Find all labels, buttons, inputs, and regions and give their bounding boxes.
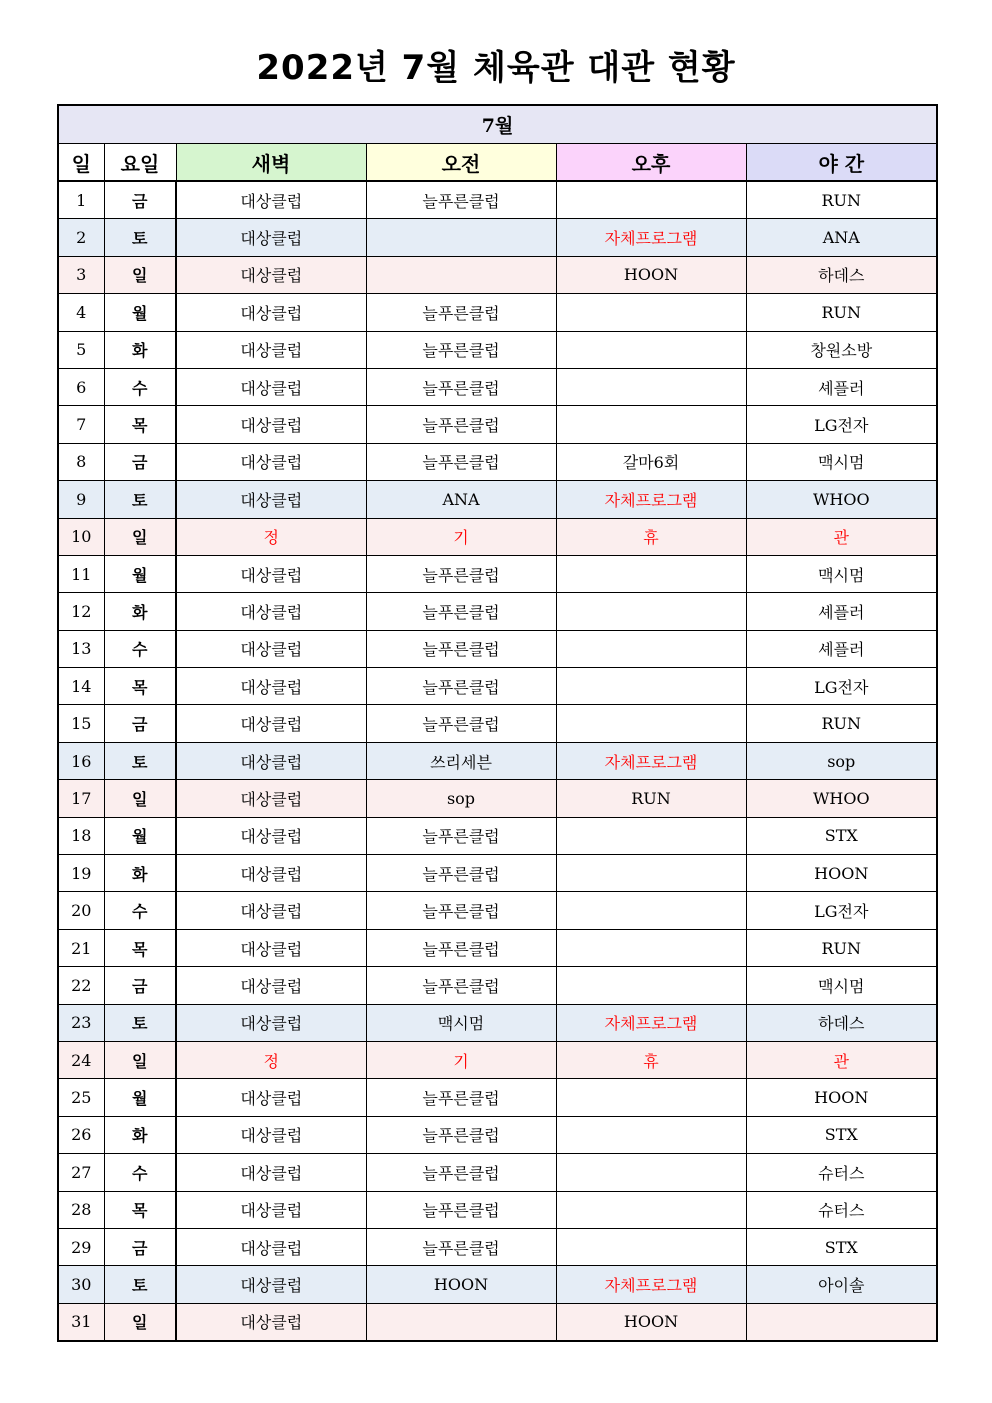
cell-night: STX <box>746 817 937 854</box>
cell-day-of-week: 목 <box>104 1191 176 1228</box>
cell-day-of-week: 금 <box>104 1228 176 1265</box>
cell-afternoon: HOON <box>556 1303 746 1341</box>
cell-day: 26 <box>58 1116 104 1153</box>
cell-dawn: 대상클럽 <box>176 1303 366 1341</box>
cell-day-of-week: 월 <box>104 294 176 331</box>
cell-day-of-week: 수 <box>104 1154 176 1191</box>
cell-morning: 기 <box>366 1041 556 1078</box>
cell-morning: 늘푸른클럽 <box>366 406 556 443</box>
cell-night: 슈터스 <box>746 1154 937 1191</box>
cell-dawn: 대상클럽 <box>176 892 366 929</box>
cell-day: 25 <box>58 1079 104 1116</box>
cell-morning: 늘푸른클럽 <box>366 630 556 667</box>
cell-night: HOON <box>746 855 937 892</box>
month-row <box>58 105 937 144</box>
cell-night: 하데스 <box>746 1004 937 1041</box>
cell-afternoon <box>556 967 746 1004</box>
cell-day-of-week: 일 <box>104 1303 176 1341</box>
cell-day: 5 <box>58 331 104 368</box>
cell-afternoon <box>556 929 746 966</box>
header-day-of-week: 요일 <box>104 144 176 182</box>
cell-night: 슈터스 <box>746 1191 937 1228</box>
cell-morning: 늘푸른클럽 <box>366 443 556 480</box>
table-row <box>58 1191 937 1228</box>
cell-day: 20 <box>58 892 104 929</box>
cell-day: 16 <box>58 742 104 779</box>
table-row <box>58 929 937 966</box>
cell-afternoon <box>556 331 746 368</box>
rental-schedule-table <box>57 104 938 1342</box>
cell-day-of-week: 목 <box>104 929 176 966</box>
cell-dawn: 대상클럽 <box>176 593 366 630</box>
cell-night: 창원소방 <box>746 331 937 368</box>
cell-day-of-week: 토 <box>104 1004 176 1041</box>
header-night: 야 간 <box>746 144 937 182</box>
cell-morning: 늘푸른클럽 <box>366 181 556 219</box>
cell-day: 11 <box>58 555 104 592</box>
cell-day: 29 <box>58 1228 104 1265</box>
table-row <box>58 256 937 293</box>
cell-morning: 맥시멈 <box>366 1004 556 1041</box>
cell-dawn: 대상클럽 <box>176 929 366 966</box>
cell-day-of-week: 토 <box>104 481 176 518</box>
cell-day-of-week: 토 <box>104 1266 176 1303</box>
cell-afternoon <box>556 294 746 331</box>
cell-morning <box>366 1303 556 1341</box>
table-row <box>58 331 937 368</box>
table-row <box>58 481 937 518</box>
table-row <box>58 742 937 779</box>
cell-night: RUN <box>746 294 937 331</box>
page-title: 2022년 7월 체육관 대관 현황 <box>256 48 736 88</box>
table-row <box>58 1041 937 1078</box>
cell-dawn: 대상클럽 <box>176 368 366 405</box>
cell-day-of-week: 토 <box>104 219 176 256</box>
cell-day: 7 <box>58 406 104 443</box>
cell-afternoon <box>556 892 746 929</box>
cell-afternoon: 자체프로그램 <box>556 742 746 779</box>
table-row <box>58 219 937 256</box>
cell-day-of-week: 수 <box>104 630 176 667</box>
cell-morning: 늘푸른클럽 <box>366 593 556 630</box>
cell-day: 31 <box>58 1303 104 1341</box>
cell-morning: 늘푸른클럽 <box>366 331 556 368</box>
cell-dawn: 대상클럽 <box>176 181 366 219</box>
cell-day: 4 <box>58 294 104 331</box>
table-row <box>58 817 937 854</box>
column-header-row <box>58 144 937 182</box>
cell-night: ANA <box>746 219 937 256</box>
cell-day: 22 <box>58 967 104 1004</box>
cell-night: 맥시멈 <box>746 555 937 592</box>
table-row <box>58 1303 937 1341</box>
cell-afternoon <box>556 668 746 705</box>
cell-night: LG전자 <box>746 406 937 443</box>
cell-day: 23 <box>58 1004 104 1041</box>
table-row <box>58 780 937 817</box>
cell-dawn: 대상클럽 <box>176 1228 366 1265</box>
cell-dawn: 대상클럽 <box>176 855 366 892</box>
cell-day-of-week: 금 <box>104 443 176 480</box>
cell-day: 12 <box>58 593 104 630</box>
cell-afternoon <box>556 1116 746 1153</box>
cell-night: LG전자 <box>746 668 937 705</box>
cell-day-of-week: 일 <box>104 256 176 293</box>
cell-night: RUN <box>746 181 937 219</box>
cell-night <box>746 1303 937 1341</box>
cell-afternoon <box>556 817 746 854</box>
cell-day-of-week: 월 <box>104 1079 176 1116</box>
cell-afternoon: 자체프로그램 <box>556 219 746 256</box>
cell-day-of-week: 금 <box>104 967 176 1004</box>
cell-afternoon <box>556 855 746 892</box>
cell-day-of-week: 일 <box>104 518 176 555</box>
cell-afternoon: HOON <box>556 256 746 293</box>
cell-morning: 쓰리세븐 <box>366 742 556 779</box>
table-row <box>58 443 937 480</box>
cell-morning: 늘푸른클럽 <box>366 1154 556 1191</box>
cell-afternoon <box>556 368 746 405</box>
cell-day: 9 <box>58 481 104 518</box>
cell-day: 13 <box>58 630 104 667</box>
table-row <box>58 1079 937 1116</box>
cell-night: RUN <box>746 929 937 966</box>
cell-night: STX <box>746 1228 937 1265</box>
cell-afternoon <box>556 593 746 630</box>
cell-morning: HOON <box>366 1266 556 1303</box>
cell-day: 30 <box>58 1266 104 1303</box>
header-afternoon: 오후 <box>556 144 746 182</box>
cell-morning: 늘푸른클럽 <box>366 967 556 1004</box>
cell-morning <box>366 219 556 256</box>
cell-morning: 늘푸른클럽 <box>366 1079 556 1116</box>
cell-afternoon: RUN <box>556 780 746 817</box>
cell-night: 아이솔 <box>746 1266 937 1303</box>
cell-morning: 늘푸른클럽 <box>366 1228 556 1265</box>
cell-day-of-week: 화 <box>104 593 176 630</box>
cell-day-of-week: 화 <box>104 1116 176 1153</box>
table-row <box>58 705 937 742</box>
cell-night: 관 <box>746 1041 937 1078</box>
cell-dawn: 대상클럽 <box>176 481 366 518</box>
cell-dawn: 대상클럽 <box>176 1154 366 1191</box>
cell-dawn: 대상클럽 <box>176 1004 366 1041</box>
cell-afternoon <box>556 181 746 219</box>
cell-afternoon <box>556 705 746 742</box>
cell-dawn: 대상클럽 <box>176 219 366 256</box>
cell-day: 28 <box>58 1191 104 1228</box>
table-row <box>58 855 937 892</box>
table-row <box>58 967 937 1004</box>
cell-dawn: 대상클럽 <box>176 630 366 667</box>
cell-day-of-week: 월 <box>104 817 176 854</box>
cell-morning: 늘푸른클럽 <box>366 855 556 892</box>
cell-dawn: 대상클럽 <box>176 443 366 480</box>
cell-day-of-week: 일 <box>104 780 176 817</box>
cell-day-of-week: 수 <box>104 892 176 929</box>
cell-night: 셰플러 <box>746 630 937 667</box>
table-row <box>58 294 937 331</box>
cell-night: STX <box>746 1116 937 1153</box>
cell-day-of-week: 목 <box>104 406 176 443</box>
cell-night: 셰플러 <box>746 593 937 630</box>
cell-night: WHOO <box>746 481 937 518</box>
cell-morning: 늘푸른클럽 <box>366 817 556 854</box>
cell-day: 24 <box>58 1041 104 1078</box>
cell-day: 15 <box>58 705 104 742</box>
table-row <box>58 1154 937 1191</box>
cell-night: 셰플러 <box>746 368 937 405</box>
table-row <box>58 593 937 630</box>
cell-day: 21 <box>58 929 104 966</box>
cell-night: 하데스 <box>746 256 937 293</box>
table-row <box>58 668 937 705</box>
cell-day: 2 <box>58 219 104 256</box>
cell-night: 맥시멈 <box>746 967 937 1004</box>
cell-afternoon <box>556 555 746 592</box>
cell-dawn: 대상클럽 <box>176 1116 366 1153</box>
cell-dawn: 대상클럽 <box>176 555 366 592</box>
cell-afternoon: 휴 <box>556 1041 746 1078</box>
cell-dawn: 대상클럽 <box>176 1079 366 1116</box>
cell-afternoon: 휴 <box>556 518 746 555</box>
table-row <box>58 555 937 592</box>
cell-morning: sop <box>366 780 556 817</box>
cell-day-of-week: 월 <box>104 555 176 592</box>
cell-day-of-week: 화 <box>104 855 176 892</box>
cell-morning: 늘푸른클럽 <box>366 892 556 929</box>
cell-morning: 늘푸른클럽 <box>366 368 556 405</box>
table-row <box>58 368 937 405</box>
cell-dawn: 대상클럽 <box>176 294 366 331</box>
cell-day: 14 <box>58 668 104 705</box>
cell-afternoon <box>556 1079 746 1116</box>
cell-afternoon: 자체프로그램 <box>556 1004 746 1041</box>
cell-afternoon <box>556 1191 746 1228</box>
cell-morning: 늘푸른클럽 <box>366 555 556 592</box>
cell-dawn: 대상클럽 <box>176 742 366 779</box>
cell-morning: 늘푸른클럽 <box>366 705 556 742</box>
cell-dawn: 대상클럽 <box>176 817 366 854</box>
cell-night: 관 <box>746 518 937 555</box>
cell-morning: ANA <box>366 481 556 518</box>
schedule-body <box>58 181 937 1341</box>
table-row <box>58 406 937 443</box>
table-row <box>58 1004 937 1041</box>
cell-day: 27 <box>58 1154 104 1191</box>
cell-day-of-week: 토 <box>104 742 176 779</box>
cell-morning: 늘푸른클럽 <box>366 1191 556 1228</box>
cell-dawn: 정 <box>176 1041 366 1078</box>
cell-morning: 늘푸른클럽 <box>366 1116 556 1153</box>
cell-afternoon: 갈마6회 <box>556 443 746 480</box>
table-row <box>58 1228 937 1265</box>
table-row <box>58 1116 937 1153</box>
header-dawn: 새벽 <box>176 144 366 182</box>
header-morning: 오전 <box>366 144 556 182</box>
cell-afternoon <box>556 1154 746 1191</box>
cell-day: 17 <box>58 780 104 817</box>
cell-day-of-week: 수 <box>104 368 176 405</box>
cell-dawn: 대상클럽 <box>176 256 366 293</box>
cell-day-of-week: 목 <box>104 668 176 705</box>
cell-dawn: 대상클럽 <box>176 668 366 705</box>
month-label: 7월 <box>58 105 937 144</box>
cell-dawn: 대상클럽 <box>176 967 366 1004</box>
cell-morning: 늘푸른클럽 <box>366 929 556 966</box>
cell-dawn: 대상클럽 <box>176 705 366 742</box>
cell-day: 3 <box>58 256 104 293</box>
cell-night: sop <box>746 742 937 779</box>
cell-afternoon: 자체프로그램 <box>556 481 746 518</box>
cell-day: 8 <box>58 443 104 480</box>
cell-day: 19 <box>58 855 104 892</box>
cell-day: 10 <box>58 518 104 555</box>
cell-day-of-week: 금 <box>104 705 176 742</box>
cell-night: WHOO <box>746 780 937 817</box>
cell-day: 6 <box>58 368 104 405</box>
cell-day-of-week: 금 <box>104 181 176 219</box>
cell-day: 1 <box>58 181 104 219</box>
cell-night: 맥시멈 <box>746 443 937 480</box>
cell-afternoon: 자체프로그램 <box>556 1266 746 1303</box>
table-row <box>58 181 937 219</box>
cell-dawn: 대상클럽 <box>176 1191 366 1228</box>
cell-afternoon <box>556 406 746 443</box>
table-row <box>58 1266 937 1303</box>
cell-dawn: 대상클럽 <box>176 780 366 817</box>
table-row <box>58 630 937 667</box>
cell-afternoon <box>556 630 746 667</box>
cell-night: HOON <box>746 1079 937 1116</box>
cell-morning <box>366 256 556 293</box>
cell-night: LG전자 <box>746 892 937 929</box>
header-day: 일 <box>58 144 104 182</box>
cell-dawn: 대상클럽 <box>176 331 366 368</box>
cell-day-of-week: 화 <box>104 331 176 368</box>
cell-afternoon <box>556 1228 746 1265</box>
cell-day-of-week: 일 <box>104 1041 176 1078</box>
cell-day: 18 <box>58 817 104 854</box>
cell-morning: 늘푸른클럽 <box>366 668 556 705</box>
cell-night: RUN <box>746 705 937 742</box>
table-row <box>58 892 937 929</box>
cell-dawn: 대상클럽 <box>176 1266 366 1303</box>
cell-morning: 늘푸른클럽 <box>366 294 556 331</box>
table-row <box>58 518 937 555</box>
cell-dawn: 정 <box>176 518 366 555</box>
cell-morning: 기 <box>366 518 556 555</box>
cell-dawn: 대상클럽 <box>176 406 366 443</box>
